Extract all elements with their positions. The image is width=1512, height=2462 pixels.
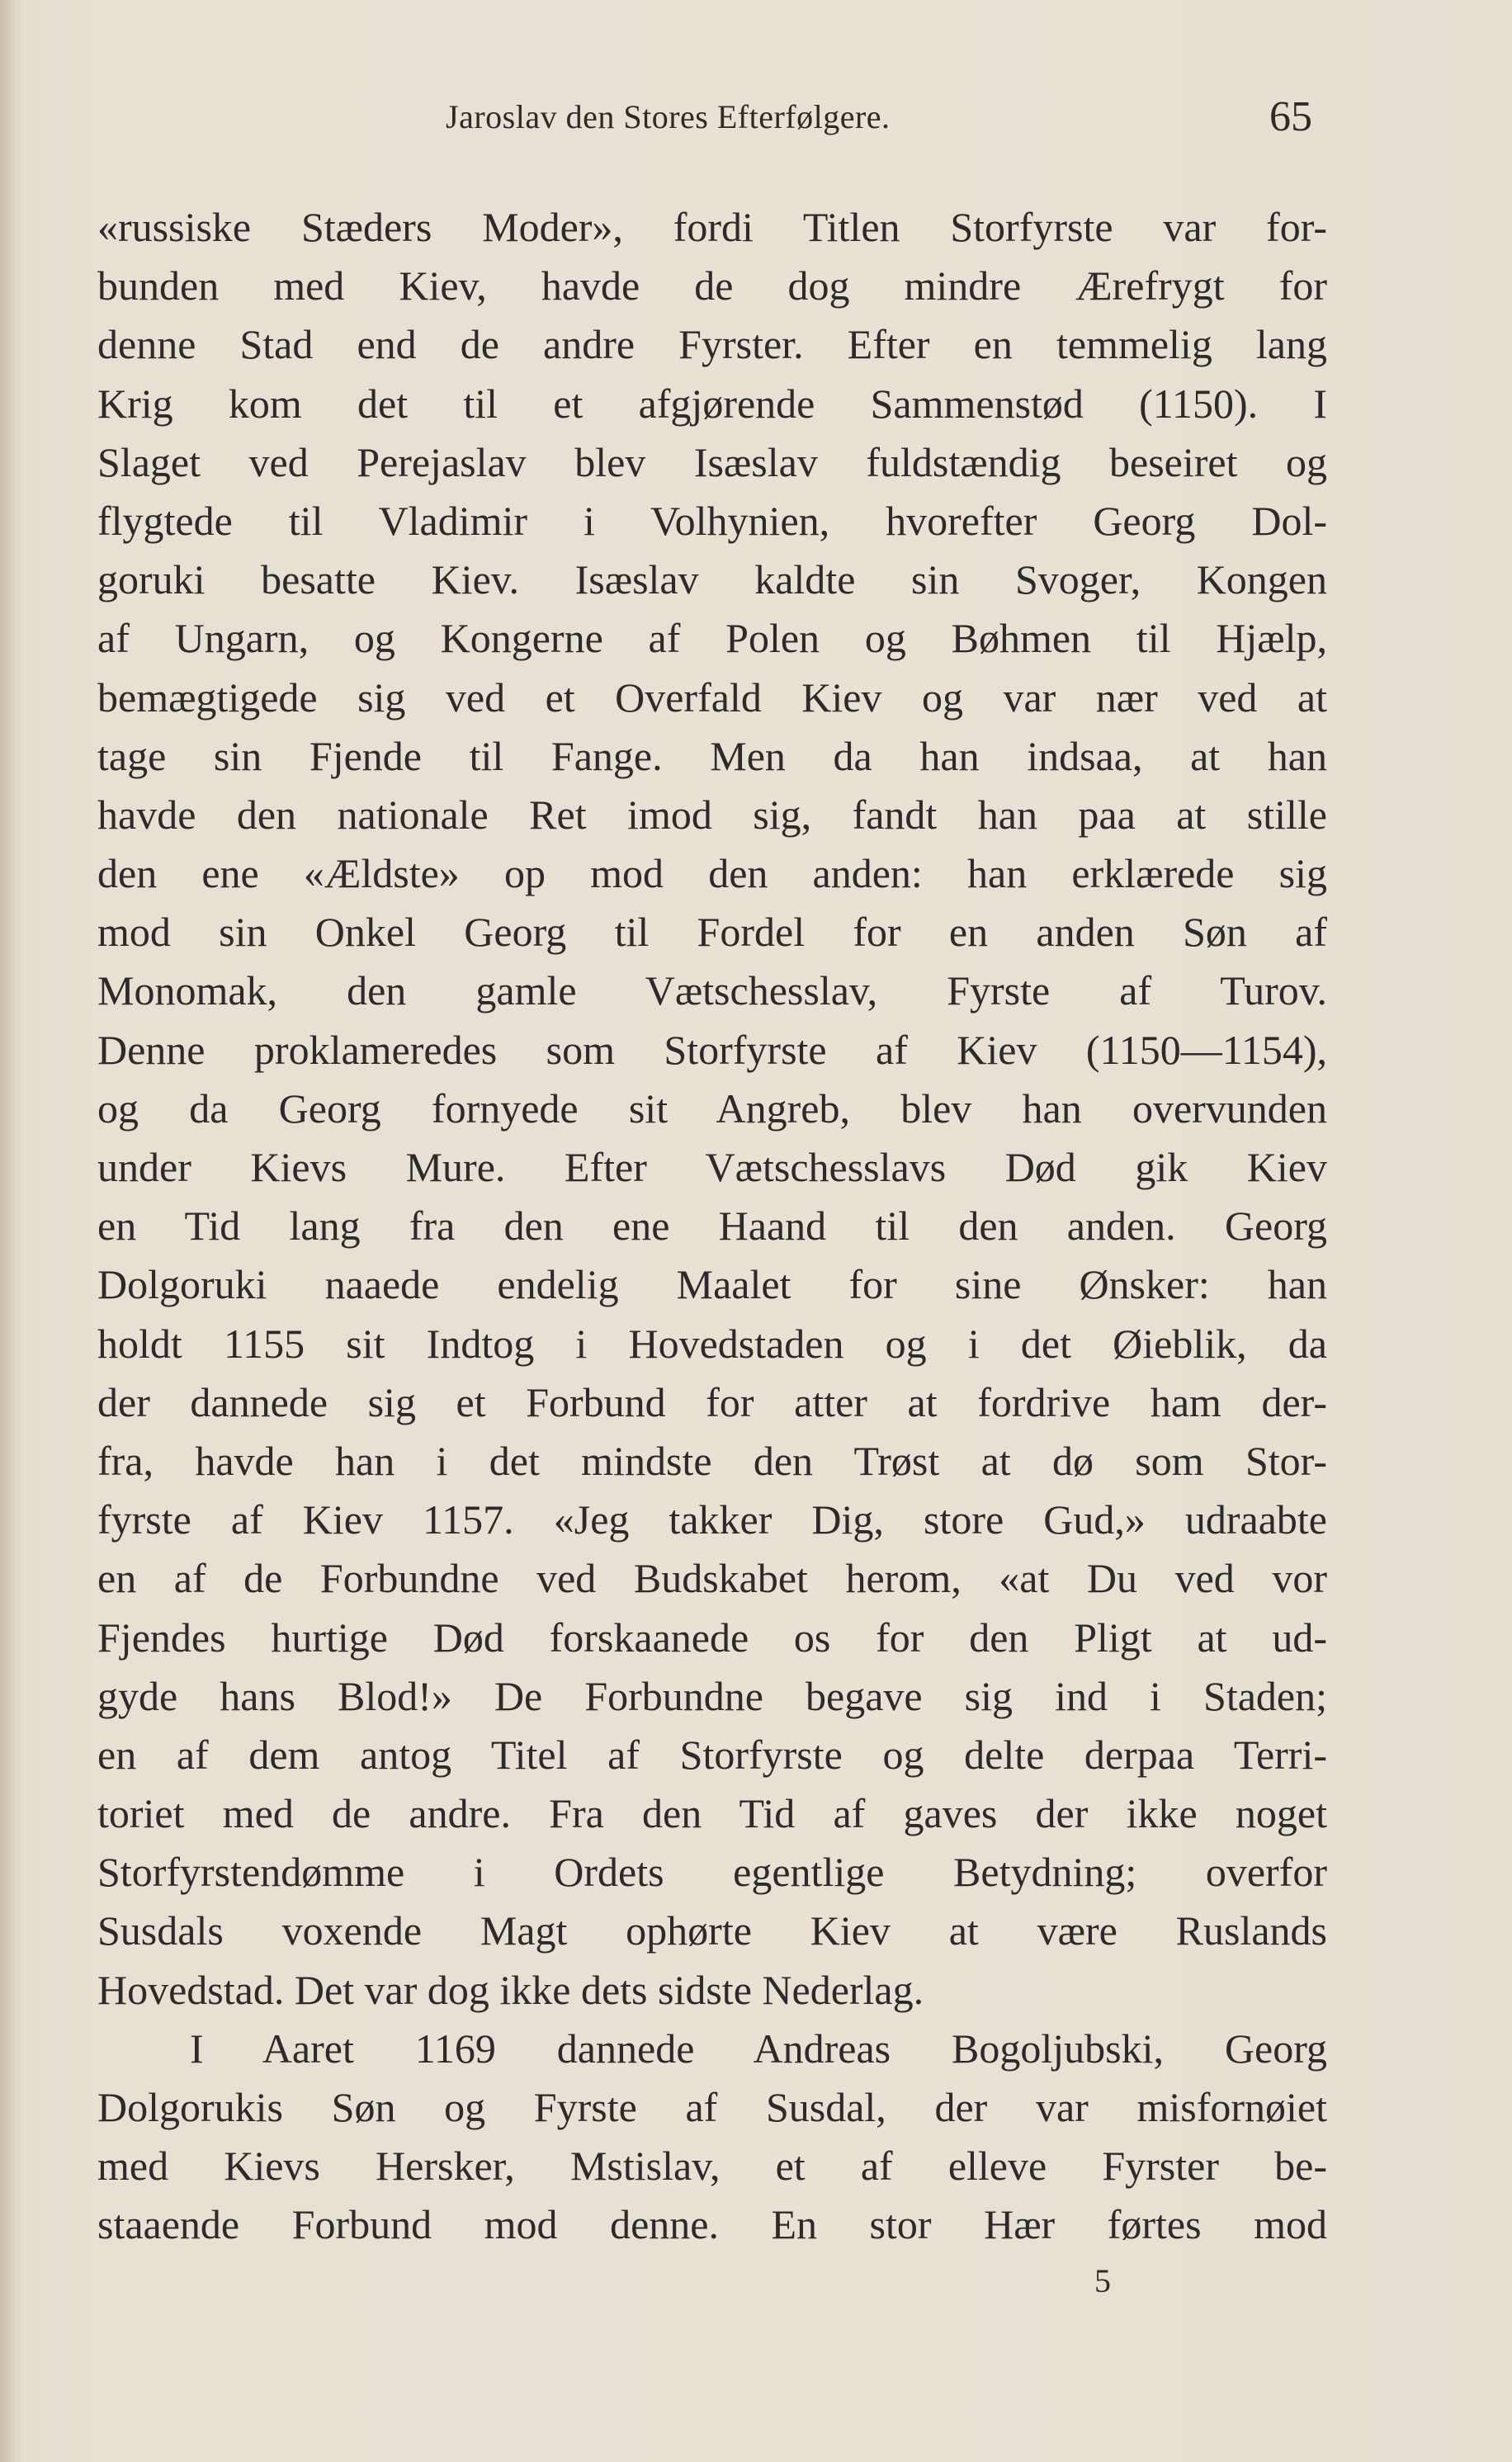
text-line: havde den nationale Ret imod sig, fandt han paa at stille — [97, 791, 1327, 838]
text-line: Fjendes hurtige Død forskaanede os for den Pligt at ud- — [97, 1614, 1327, 1661]
text-line: I Aaret 1169 dannede Andreas Bogoljubski, Georg — [190, 2025, 1327, 2072]
text-line: Dolgoruki naaede endelig Maalet for sine Ønsker: han — [97, 1261, 1327, 1308]
text-line: flygtede til Vladimir i Volhynien, hvorefter Georg Dol- — [97, 497, 1327, 544]
text-line: gyde hans Blod!» De Forbundne begave sig ind i Staden; — [97, 1672, 1327, 1719]
text-line: Hovedstad. Det var dog ikke dets sidste Nederlag. — [97, 1966, 924, 2013]
page-binding-edge — [0, 0, 15, 2462]
text-line: en af de Forbundne ved Budskabet herom, «at Du ved vor — [97, 1555, 1327, 1602]
text-line: staaende Forbund mod denne. En stor Hær førtes mod — [97, 2201, 1327, 2248]
text-line: en af dem antog Titel af Storfyrste og delte derpaa Terri- — [97, 1731, 1327, 1778]
text-line: med Kievs Hersker, Mstislav, et af elleve Fyrster be- — [97, 2143, 1327, 2190]
text-line: der dannede sig et Forbund for atter at fordrive ham der- — [97, 1378, 1327, 1425]
text-line: Denne proklameredes som Storfyrste af Kiev (1150—1154), — [97, 1026, 1327, 1073]
text-line: Dolgorukis Søn og Fyrste af Susdal, der var misfornøiet — [97, 2084, 1327, 2130]
text-line: Monomak, den gamle Vætschesslav, Fyrste af Turov. — [97, 967, 1327, 1014]
text-line: den ene «Ældste» op mod den anden: han erklærede sig — [97, 850, 1327, 897]
page-number: 65 — [1269, 93, 1312, 140]
text-line: under Kievs Mure. Efter Vætschesslavs Død gik Kiev — [97, 1144, 1327, 1190]
text-line: fyrste af Kiev 1157. «Jeg takker Dig, store Gud,» udraabte — [97, 1496, 1327, 1543]
text-line: Slaget ved Perejaslav blev Isæslav fuldstændig beseiret og — [97, 438, 1327, 485]
text-line: og da Georg fornyede sit Angreb, blev han overvunden — [97, 1085, 1327, 1132]
text-line: Susdals voxende Magt ophørte Kiev at være Ruslands — [97, 1907, 1327, 1954]
text-line: toriet med de andre. Fra den Tid af gaves der ikke noget — [97, 1790, 1327, 1837]
text-line: denne Stad end de andre Fyrster. Efter en temmelig lang — [97, 321, 1327, 368]
text-line: mod sin Onkel Georg til Fordel for en anden Søn af — [97, 909, 1327, 956]
signature-mark: 5 — [1094, 2262, 1111, 2299]
text-line: Storfyrstendømme i Ordets egentlige Betydning; overfor — [97, 1849, 1327, 1896]
text-line: bemægtigede sig ved et Overfald Kiev og var nær ved at — [97, 673, 1327, 721]
text-line: «russiske Stæders Moder», fordi Titlen Storfyrste var for- — [97, 204, 1327, 250]
running-head: Jaroslav den Stores Efterfølgere. — [446, 98, 891, 135]
text-line: af Ungarn, og Kongerne af Polen og Bøhmen til Hjælp, — [97, 615, 1327, 662]
text-line: fra, havde han i det mindste den Trøst at dø som Stor- — [97, 1437, 1327, 1484]
body-text — [97, 198, 1327, 2255]
text-line: tage sin Fjende til Fange. Men da han indsaa, at han — [97, 732, 1327, 779]
text-line: Krig kom det til et afgjørende Sammenstød (1150). I — [97, 380, 1327, 427]
text-line: holdt 1155 sit Indtog i Hovedstaden og i det Øieblik, da — [97, 1320, 1327, 1367]
text-line: goruki besatte Kiev. Isæslav kaldte sin Svoger, Kongen — [97, 556, 1327, 603]
text-line: bunden med Kiev, havde de dog mindre Ærefrygt for — [97, 262, 1327, 310]
text-line: en Tid lang fra den ene Haand til den anden. Georg — [97, 1203, 1327, 1250]
